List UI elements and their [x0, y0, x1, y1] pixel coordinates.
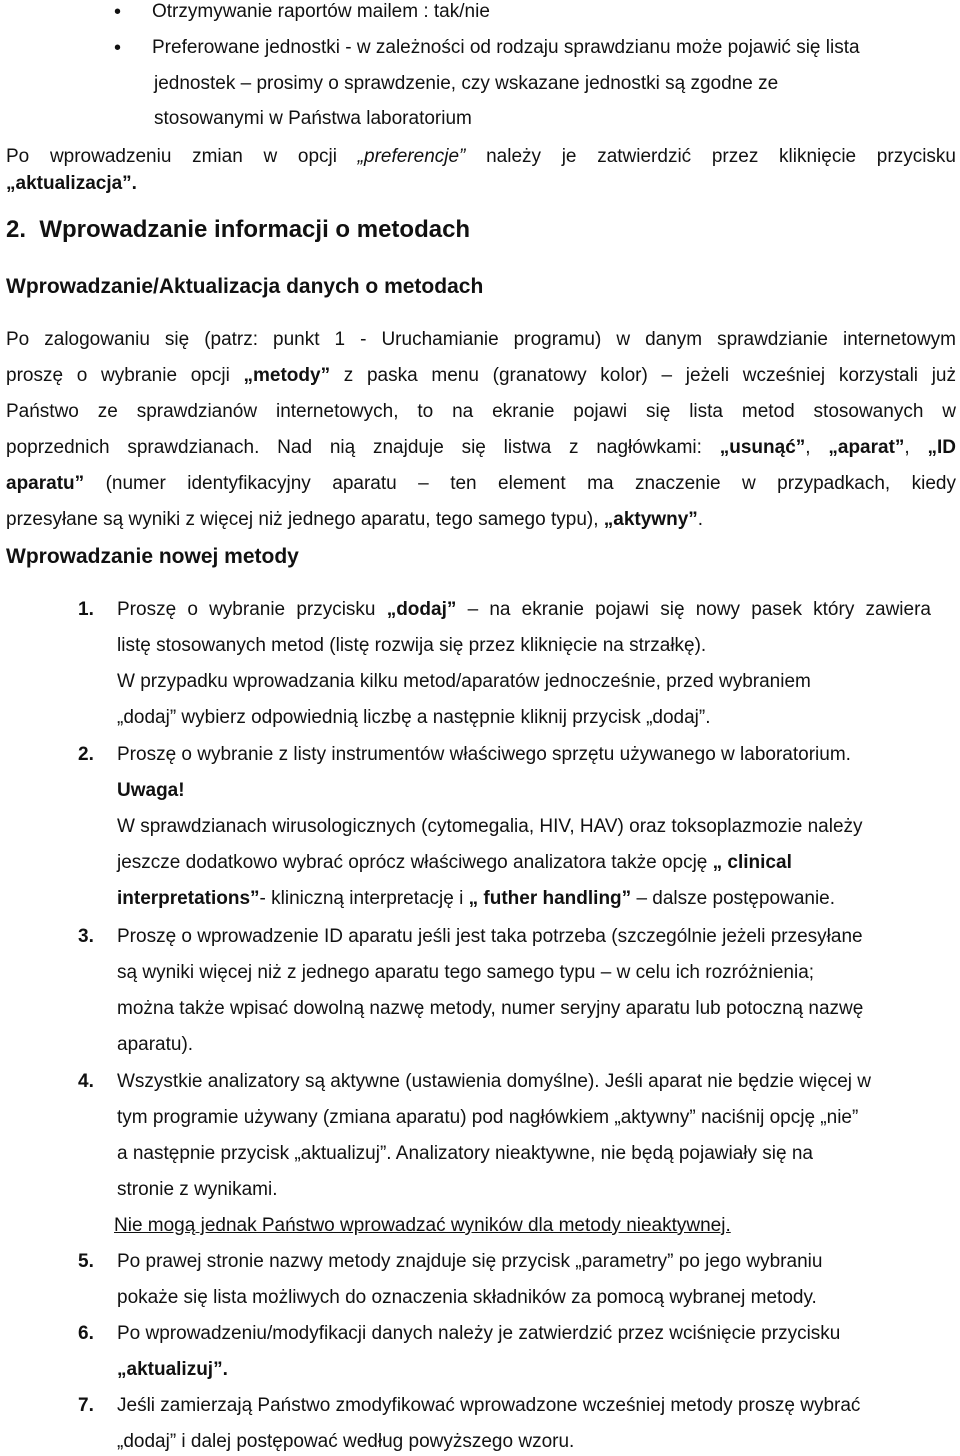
note-label: Uwaga!: [117, 780, 185, 801]
list-item-line: Proszę o wprowadzenie ID aparatu jeśli jest taka potrzeba (szczególnie jeżeli przesyłane: [117, 926, 863, 947]
list-item-line: Po wprowadzeniu/modyfikacji danych należy je zatwierdzić przez wciśnięcie przycisku: [117, 1323, 841, 1344]
list-item-line: interpretations”- kliniczną interpretację i „ futher handling” – dalsze postępowanie.: [117, 888, 836, 909]
bullet-dot-icon: •: [114, 37, 122, 59]
paragraph-line: Państwo ze sprawdzianów internetowych, to na ekranie pojawi się lista metod stosowanych w: [6, 401, 956, 422]
list-item-line: Jeśli zamierzają Państwo zmodyfikować wprowadzone wcześniej metody proszę wybrać: [117, 1395, 861, 1416]
list-item-line: jeszcze dodatkowo wybrać oprócz właściwego analizatora także opcję „ clinical: [117, 852, 792, 873]
list-number: 2.: [78, 744, 94, 765]
list-item-line: W sprawdzianach wirusologicznych (cytomegalia, HIV, HAV) oraz toksoplazmozie należy: [117, 816, 863, 837]
usunac-header: „usunąć”: [719, 437, 806, 458]
paragraph-line: proszę o wybranie opcji „metody” z paska menu (granatowy kolor) – jeżeli wcześniej korzystali już: [6, 365, 957, 386]
list-item-line: a następnie przycisk „aktualizuj”. Analizatory nieaktywne, nie będą pojawiały się na: [117, 1143, 813, 1164]
subheading: Wprowadzanie/Aktualizacja danych o metodach: [6, 275, 484, 298]
preferences-paragraph-line: Po wprowadzeniu zmian w opcji „preferencje” należy je zatwierdzić przez kliknięcie przycisku: [6, 146, 956, 167]
list-number: 6.: [78, 1323, 94, 1344]
list-item-line: Po prawej stronie nazwy metody znajduje się przycisk „parametry” po jego wybraniu: [117, 1251, 823, 1272]
bullet-item-continued: jednostek – prosimy o sprawdzenie, czy wskazane jednostki są zgodne ze: [154, 73, 779, 94]
list-item-line: pokaże się lista możliwych do oznaczenia składników za pomocą wybranej metody.: [117, 1287, 817, 1308]
list-number: 7.: [78, 1395, 94, 1416]
preferences-option-name: „preferencje”: [357, 146, 466, 167]
list-number: 3.: [78, 926, 94, 947]
list-number: 4.: [78, 1071, 94, 1092]
aktualizuj-button-name: „aktualizuj”.: [117, 1359, 228, 1380]
list-item-line: Proszę o wybranie z listy instrumentów właściwego sprzętu używanego w laboratorium.: [117, 744, 851, 765]
list-item-line: „dodaj” i dalej postępować według powyższego wzoru.: [117, 1431, 575, 1452]
list-item-line: W przypadku wprowadzania kilku metod/aparatów jednocześnie, przed wybraniem: [117, 671, 811, 692]
section-title: Wprowadzanie informacji o metodach: [39, 216, 471, 243]
section-number: 2.: [6, 216, 27, 243]
warning-underlined: Nie mogą jednak Państwo wprowadzać wyników dla metody nieaktywnej.: [114, 1215, 731, 1236]
list-number: 5.: [78, 1251, 94, 1272]
list-item-line: Proszę o wybranie przycisku „dodaj” – na ekranie pojawi się nowy pasek który zawiera: [117, 599, 931, 620]
list-item-line: są wyniki więcej niż z jednego aparatu tego samego typu – w celu ich rozróżnienia;: [117, 962, 815, 983]
metody-option-name: „metody”: [243, 365, 331, 386]
list-number: 1.: [78, 599, 94, 620]
bullet-item: Otrzymywanie raportów mailem : tak/nie: [152, 1, 490, 22]
id-aparatu-header: „ID: [927, 437, 956, 458]
paragraph-line: przesyłane są wyniki z więcej niż jednego aparatu, tego samego typu), „aktywny”.: [6, 509, 704, 530]
list-item-line: aparatu).: [117, 1034, 194, 1055]
bullet-dot-icon: •: [114, 1, 122, 23]
list-item-line: listę stosowanych metod (listę rozwija się przez kliknięcie na strzałkę).: [117, 635, 707, 656]
list-item-line: stronie z wynikami.: [117, 1179, 278, 1200]
heading-new-method: Wprowadzanie nowej metody: [6, 545, 299, 568]
list-item-line: Wszystkie analizatory są aktywne (ustawienia domyślne). Jeśli aparat nie będzie więcej w: [117, 1071, 871, 1092]
list-item-line: tym programie używany (zmiana aparatu) pod nagłówkiem „aktywny” naciśnij opcję „nie”: [117, 1107, 859, 1128]
bullet-item-continued: stosowanymi w Państwa laboratorium: [154, 108, 472, 129]
list-item-line: można także wpisać dowolną nazwę metody, numer seryjny aparatu lub potoczną nazwę: [117, 998, 864, 1019]
paragraph-line: Po zalogowaniu się (patrz: punkt 1 - Uruchamianie programu) w danym sprawdzianie internetowym: [6, 329, 956, 350]
aparat-header: „aparat”: [828, 437, 905, 458]
aktualizacja-button-name: „aktualizacja”.: [6, 173, 137, 194]
section-heading: [6, 218, 470, 242]
paragraph-line: aparatu” (numer identyfikacyjny aparatu – ten element ma znaczenie w przypadkach, kiedy: [6, 473, 956, 494]
paragraph-line: poprzednich sprawdzianach. Nad nią znajduje się listwa z nagłówkami: „usunąć”, „aparat”, „ID: [6, 437, 956, 458]
bullet-item: Preferowane jednostki - w zależności od rodzaju sprawdzianu może pojawić się lista: [152, 37, 860, 58]
aktywny-header: „aktywny”: [603, 509, 698, 530]
dodaj-button-name: „dodaj”: [386, 599, 457, 620]
list-item-line: „dodaj” wybierz odpowiednią liczbę a następnie kliknij przycisk „dodaj”.: [117, 707, 711, 728]
